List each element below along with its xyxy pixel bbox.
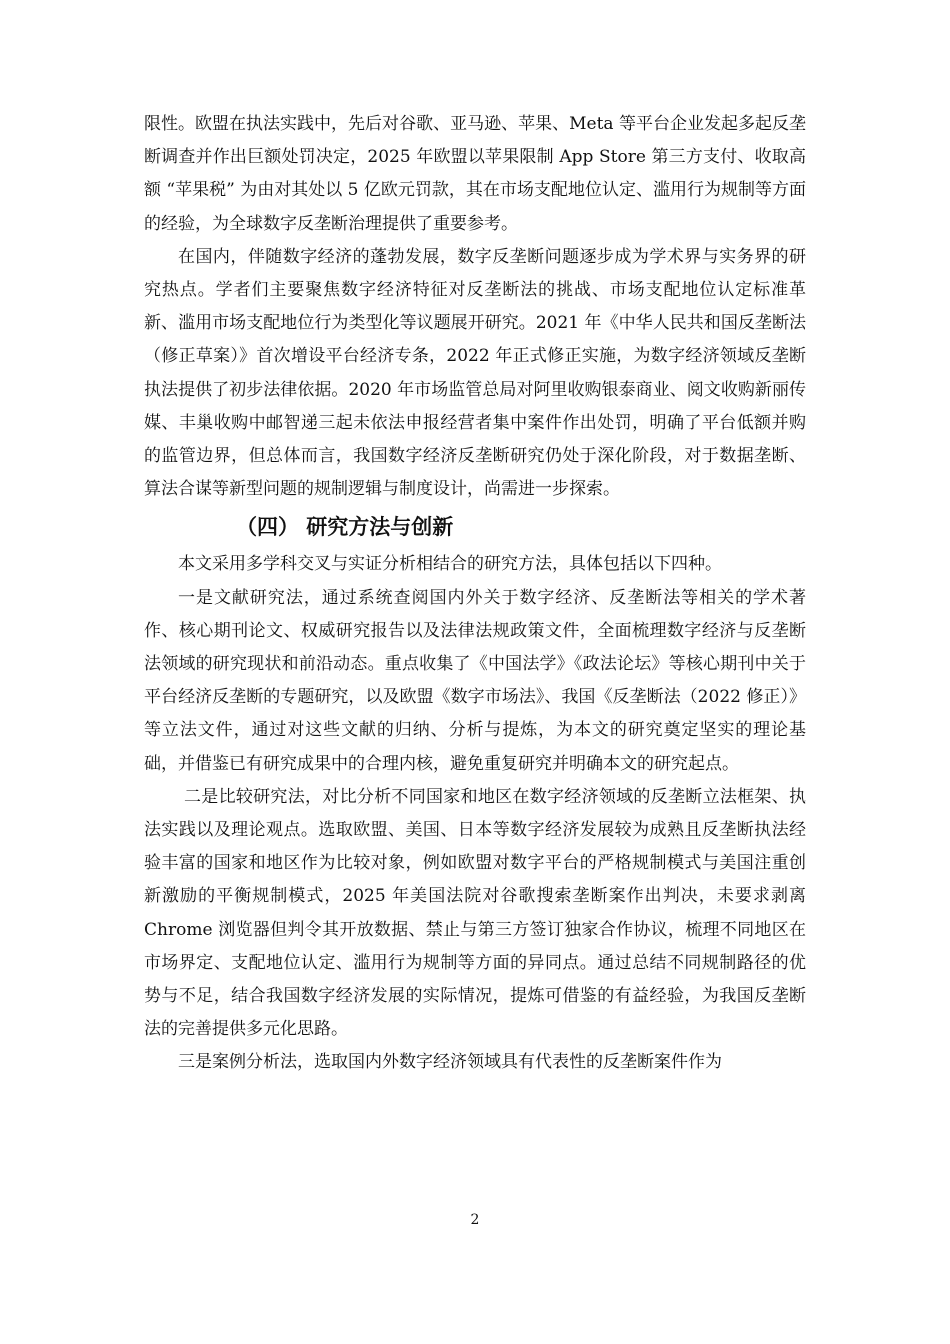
paragraph-literature-method: 一是文献研究法，通过系统查阅国内外关于数字经济、反垄断法等相关的学术著作、核心期刊论文、权威研究报告以及法律法规政策文件，全面梳理数字经济与反垄断法领域的研究现状和前沿动态。重点收集了《中国法学》《政法论坛》等核心期刊中关于平台经济反垄断的专题研究，以及欧盟《数字市场法》、我国《反垄断法（2022 修正）》等立法文件，通过对这些文献的归纳、分析与提炼，为本文的研究奠定坚实的理论基础，并借鉴已有研究成果中的合理内核，避免重复研究并明确本文的研究起点。 xyxy=(144,587,806,774)
page-number: 2 xyxy=(470,1212,480,1228)
document-body xyxy=(144,108,806,1080)
paragraph-eu-enforcement: 限性。欧盟在执法实践中，先后对谷歌、亚马逊、苹果、Meta 等平台企业发起多起反垄断调查并作出巨额处罚决定，2025 年欧盟以苹果限制 App Store 第三方支付、收取高额 “苹果税” 为由对其处以 5 亿欧元罚款，其在市场支配地位认定、滥用行为规制等方面的经验，为全球数字反垄断治理提供了重要参考。 xyxy=(144,114,806,234)
paragraph-comparative-method: 二是比较研究法，对比分析不同国家和地区在数字经济领域的反垄断立法框架、执法实践以及理论观点。选取欧盟、美国、日本等数字经济发展较为成熟且反垄断执法经验丰富的国家和地区作为比较对象，例如欧盟对数字平台的严格规制模式与美国注重创新激励的平衡规制模式，2025 年美国法院对谷歌搜索垄断案作出判决，未要求剥离 Chrome 浏览器但判令其开放数据、禁止与第三方签订独家合作协议，梳理不同地区在市场界定、支配地位认定、滥用行为规制等方面的异同点。通过总结不同规制路径的优势与不足，结合我国数字经济发展的实际情况，提炼可借鉴的有益经验，为我国反垄断法的完善提供多元化思路。 xyxy=(144,786,806,1040)
paragraph-methods-intro: 本文采用多学科交叉与实证分析相结合的研究方法，具体包括以下四种。 xyxy=(178,554,722,575)
paragraph-domestic-research: 在国内，伴随数字经济的蓬勃发展，数字反垄断问题逐步成为学术界与实务界的研究热点。学者们主要聚焦数字经济特征对反垄断法的挑战、市场支配地位认定标准革新、滥用市场支配地位行为类型化等议题展开研究。2021 年《中华人民共和国反垄断法（修正草案）》首次增设平台经济专条，2022 年正式修正实施，为数字经济领域反垄断执法提供了初步法律依据。2020 年市场监管总局对阿里收购银泰商业、阅文收购新丽传媒、丰巢收购中邮智递三起未依法申报经营者集中案件作出处罚，明确了平台低额并购的监管边界，但总体而言，我国数字经济反垄断研究仍处于深化阶段，对于数据垄断、算法合谋等新型问题的规制逻辑与制度设计，尚需进一步探索。 xyxy=(144,246,806,500)
section-heading: （四） 研究方法与创新 xyxy=(236,515,454,540)
paragraph-case-method: 三是案例分析法，选取国内外数字经济领域具有代表性的反垄断案件作为 xyxy=(178,1052,722,1073)
